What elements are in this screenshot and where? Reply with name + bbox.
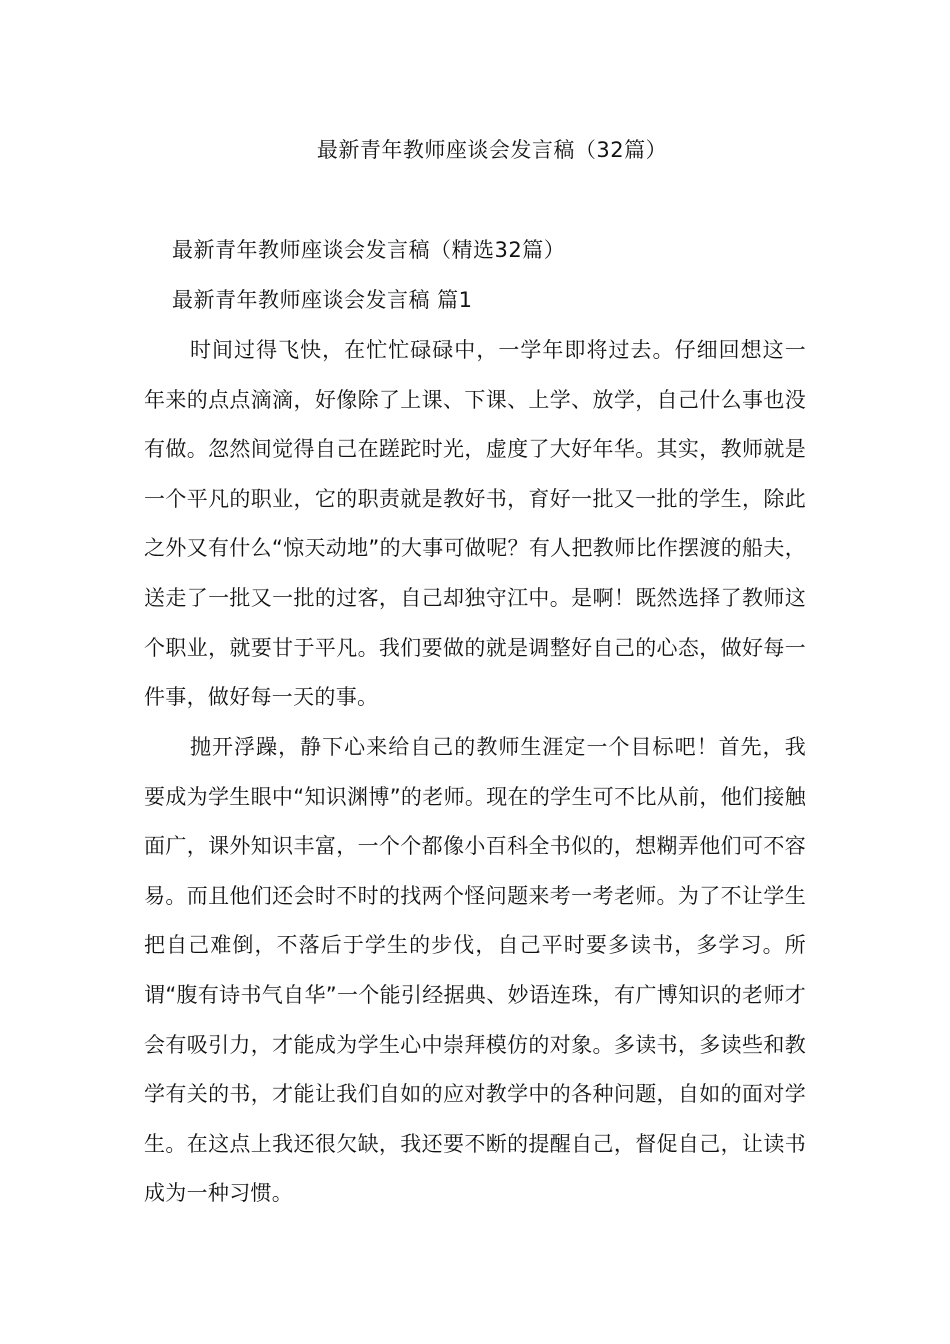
body-paragraph-1: 时间过得飞快，在忙忙碌碌中，一学年即将过去。仔细回想这一年来的点点滴滴，好像除了上课、下课、上学、放学，自己什么事也没有做。忽然间觉得自己在蹉跎时光，虚度了大好年华。其实，教师就是一个平凡的职业，它的职责就是教好书，育好一批又一批的学生，除此之外又有什么“惊天动地”的大事可做呢？有人把教师比作摆渡的船夫，送走了一批又一批的过客，自己却独守江中。是啊！既然选择了教师这个职业，就要甘于平凡。我们要做的就是调整好自己的心态，做好每一件事，做好每一天的事。	[144, 338, 806, 710]
body-paragraph-2: 抛开浮躁，静下心来给自己的教师生涯定一个目标吧！首先，我要成为学生眼中“知识渊博”的老师。现在的学生可不比从前，他们接触面广，课外知识丰富，一个个都像小百科全书似的，想糊弄他们可不容易。而且他们还会时不时的找两个怪问题来考一考老师。为了不让学生把自己难倒，不落后于学生的步伐，自己平时要多读书，多学习。所谓“腹有诗书气自华”一个能引经据典、妙语连珠，有广博知识的老师才会有吸引力，才能成为学生心中崇拜模仿的对象。多读书，多读些和教学有关的书，才能让我们自如的应对教学中的各种问题，自如的面对学生。在这点上我还很欠缺，我还要不断的提醒自己，督促自己，让读书成为一种习惯。	[144, 735, 806, 1206]
section-heading: 最新青年教师座谈会发言稿 篇1	[172, 288, 473, 312]
document-title: 最新青年教师座谈会发言稿（32篇）	[316, 138, 668, 162]
document-subtitle: 最新青年教师座谈会发言稿（精选32篇）	[172, 238, 566, 262]
